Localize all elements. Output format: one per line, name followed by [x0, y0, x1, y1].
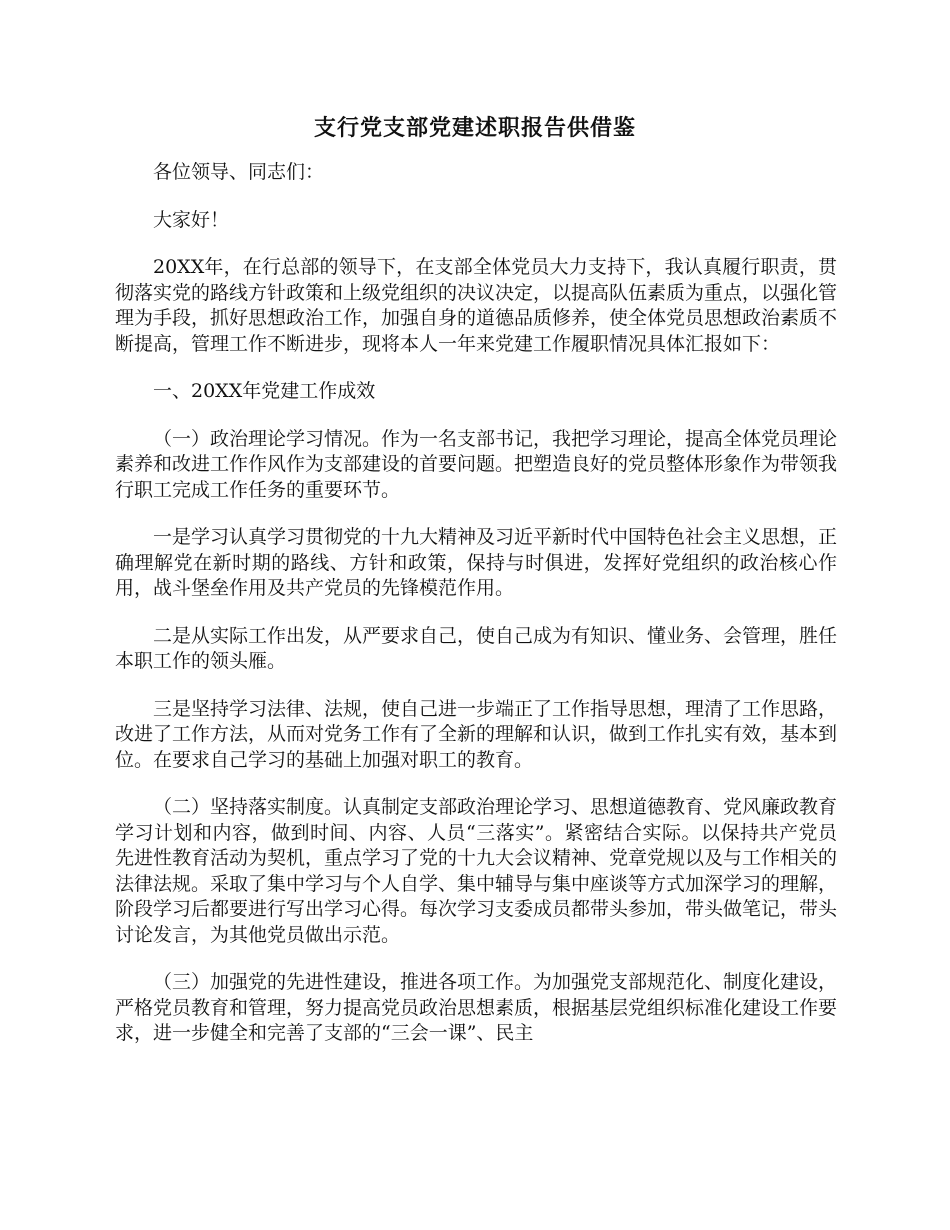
body-paragraph: 三是坚持学习法律、法规，使自己进一步端正了工作指导思想，理清了工作思路，改进了工作方法，从而对党务工作有了全新的理解和认识，做到工作扎实有效，基本到位。在要求自己学习的基础上加强对职工的教育。 [115, 697, 838, 771]
body-paragraph: （三）加强党的先进性建设，推进各项工作。为加强党支部规范化、制度化建设，严格党员教育和管理，努力提高党员政治思想素质，根据基层党组织标准化建设工作要求，进一步健全和完善了支部的“三会一课”、民主 [115, 971, 838, 1044]
body-paragraph: （一）政治理论学习情况。作为一名支部书记，我把学习理论，提高全体党员理论素养和改进工作作风作为支部建设的首要问题。把塑造良好的党员整体形象作为带领我行职工完成工作任务的重要环节。 [115, 427, 838, 501]
document-title: 支行党支部党建述职报告供借鉴 [313, 115, 636, 141]
body-paragraph: （二）坚持落实制度。认真制定支部政治理论学习、思想道德教育、党风廉政教育学习计划和内容，做到时间、内容、人员“三落实”。紧密结合实际。以保持共产党员先进性教育活动为契机，重点学习了党的十九大会议精神、党章党规以及与工作相关的法律法规。采取了集中学习与个人自学、集中辅导与集中座谈等方式加深学习的理解，阶段学习后都要进行写出学习心得。每次学习支委成员都带头参加，带头做笔记，带头讨论发言，为其他党员做出示范。 [115, 796, 838, 946]
document-body [115, 160, 837, 1069]
intro-paragraph: 20XX年，在行总部的领导下，在支部全体党员大力支持下，我认真履行职责，贯彻落实党的路线方针政策和上级党组织的决议决定，以提高队伍素质为重点，以强化管理为手段，抓好思想政治工作，加强自身的道德品质修养，使全体党员思想政治素质不断提高，管理工作不断进步，现将本人一年来党建工作履职情况具体汇报如下： [115, 256, 838, 355]
body-paragraph: 二是从实际工作出发，从严要求自己，使自己成为有知识、懂业务、会管理，胜任本职工作的领头雁。 [115, 624, 838, 672]
body-paragraph: 一是学习认真学习贯彻党的十九大精神及习近平新时代中国特色社会主义思想，正确理解党在新时期的路线、方针和政策，保持与时俱进，发挥好党组织的政治核心作用，战斗堡垒作用及共产党员的先锋模范作用。 [115, 526, 838, 599]
greeting-paragraph: 大家好！ [153, 208, 230, 231]
salutation-paragraph: 各位领导、同志们： [153, 161, 325, 183]
section-heading: 一、20XX年党建工作成效 [153, 380, 376, 402]
